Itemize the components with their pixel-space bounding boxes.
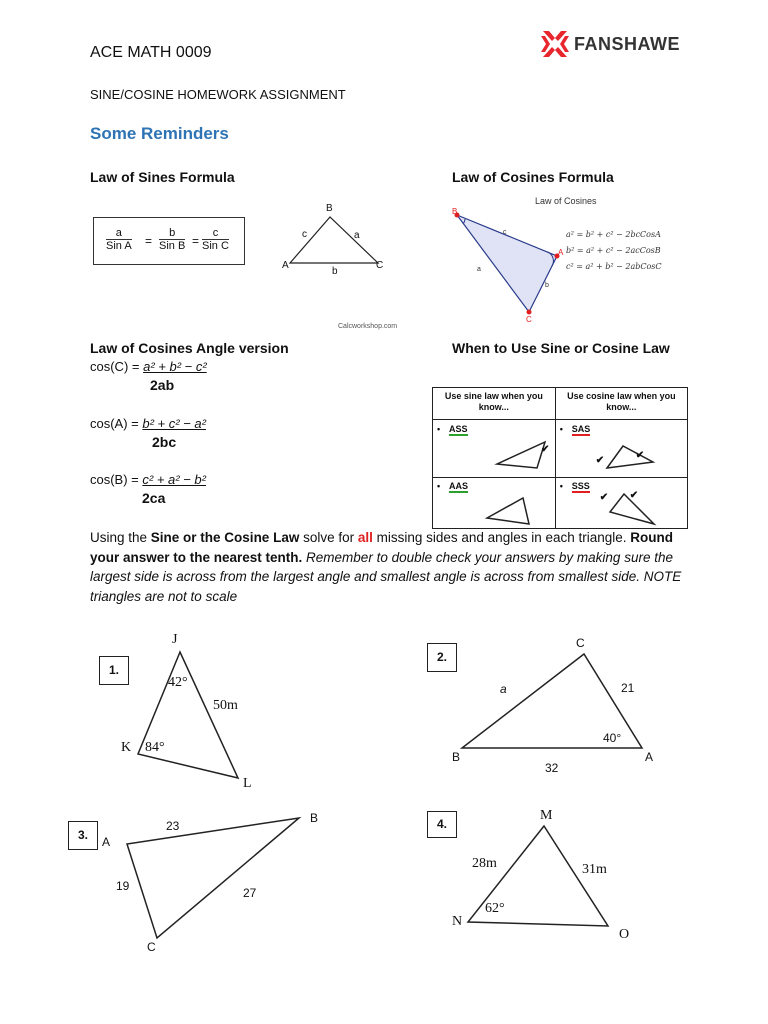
cos-a-denominator: 2bc bbox=[152, 434, 177, 450]
aas-triangle-diagram bbox=[485, 494, 545, 528]
p4-vertex-m: M bbox=[540, 808, 553, 823]
p1-vertex-j: J bbox=[172, 632, 178, 647]
problem-2-number: 2. bbox=[427, 643, 457, 672]
problem-1-number: 1. bbox=[99, 656, 129, 685]
cos-c-numerator: a² + b² − c² bbox=[143, 359, 207, 374]
cell-sss bbox=[555, 478, 687, 529]
cos-a-numerator: b² + c² − a² bbox=[142, 416, 206, 431]
problem-2-triangle bbox=[455, 648, 655, 753]
cos-c-denominator: 2ab bbox=[150, 377, 175, 393]
cosine-law-column-header: Use cosine law when you know... bbox=[555, 388, 687, 420]
check-icon: ✔ bbox=[599, 492, 609, 503]
p3-side-bc: 27 bbox=[243, 886, 257, 900]
sas-triangle-diagram bbox=[601, 440, 661, 474]
p2-side-a: a bbox=[500, 682, 507, 696]
sine-law-column-header: Use sine law when you know... bbox=[433, 388, 556, 420]
instructions-text: Using the bbox=[90, 530, 151, 545]
cos-vertex-c: C bbox=[526, 315, 532, 324]
p4-vertex-n: N bbox=[452, 914, 463, 929]
p4-vertex-o: O bbox=[619, 927, 630, 942]
fraction-den: Sin A bbox=[106, 240, 132, 252]
cosine-formula-b: b² = a² + c² − 2acCosB bbox=[566, 246, 661, 255]
vertex-c-label: C bbox=[376, 260, 384, 271]
logo-text: FANSHAWE bbox=[574, 33, 681, 54]
image-credit: Calcworkshop.com bbox=[338, 323, 398, 330]
p3-vertex-c: C bbox=[147, 940, 156, 954]
case-sss-label: SSS bbox=[571, 481, 590, 491]
p1-angle-j: 42° bbox=[168, 675, 188, 690]
check-icon: ✔ bbox=[629, 490, 639, 501]
p1-vertex-k: K bbox=[121, 740, 132, 755]
case-aas-label: AAS bbox=[449, 481, 469, 491]
vertex-b-label: B bbox=[326, 203, 333, 214]
cosine-formula-a: a² = b² + c² − 2bcCosA bbox=[566, 230, 661, 239]
cosine-formula-c: c² = a² + b² − 2abCosC bbox=[566, 262, 662, 271]
cos-side-b: b bbox=[545, 282, 549, 289]
p3-side-ab: 23 bbox=[166, 819, 180, 833]
cosines-caption: Law of Cosines bbox=[535, 196, 597, 206]
cell-ass bbox=[433, 420, 556, 478]
check-icon: ✔ bbox=[595, 455, 605, 466]
case-sas-label: SAS bbox=[571, 424, 591, 434]
cos-b-denominator: 2ca bbox=[142, 490, 166, 506]
cos-vertex-a: A bbox=[558, 248, 564, 257]
reminders-title: Some Reminders bbox=[90, 124, 229, 143]
bullet: • bbox=[559, 424, 563, 434]
cell-aas bbox=[433, 478, 556, 529]
instructions-rounding: Round your answer to the nearest tenth. bbox=[90, 530, 674, 565]
p3-vertex-a: A bbox=[102, 835, 111, 849]
cos-b-prefix: cos(B) = bbox=[90, 472, 143, 487]
instructions-all-emphasis: all bbox=[357, 530, 373, 545]
fraction-c bbox=[202, 227, 229, 252]
side-a-label: a bbox=[354, 230, 360, 241]
p3-vertex-b: B bbox=[310, 811, 319, 825]
case-ass-label: ASS bbox=[449, 424, 468, 434]
law-of-sines-formula bbox=[93, 217, 245, 265]
fraction-a bbox=[106, 227, 132, 252]
p2-side-ca: 21 bbox=[621, 681, 635, 695]
p2-vertex-a: A bbox=[645, 750, 654, 764]
cos-c-prefix: cos(C) = bbox=[90, 359, 144, 374]
check-icon: ✔ bbox=[635, 450, 645, 461]
p1-vertex-l: L bbox=[243, 776, 252, 791]
cell-sas bbox=[555, 420, 687, 478]
p4-side-mo: 31m bbox=[582, 862, 607, 877]
cos-a-formula bbox=[90, 416, 206, 431]
fanshawe-logo-icon bbox=[540, 28, 570, 60]
bullet: • bbox=[559, 481, 563, 491]
p4-angle-n: 62° bbox=[485, 901, 505, 916]
side-b-label: b bbox=[332, 266, 338, 277]
fraction-num: a bbox=[106, 227, 132, 240]
equals-sign: = bbox=[145, 234, 153, 248]
fraction-num: c bbox=[202, 227, 229, 240]
p4-side-mn: 28m bbox=[472, 856, 497, 871]
cosine-angle-heading: Law of Cosines Angle version bbox=[90, 340, 289, 356]
problem-1-triangle bbox=[130, 640, 260, 790]
cos-b-numerator: c² + a² − b² bbox=[142, 472, 206, 487]
p1-angle-k: 84° bbox=[145, 740, 165, 755]
when-to-use-heading: When to Use Sine or Cosine Law bbox=[452, 340, 670, 356]
instructions-text: missing sides and angles in each triangle. bbox=[372, 530, 631, 545]
cos-b-formula bbox=[90, 472, 206, 487]
law-of-cosines-heading: Law of Cosines Formula bbox=[452, 169, 614, 185]
cos-side-a: a bbox=[477, 266, 481, 273]
equals-sign: = bbox=[192, 234, 200, 248]
problem-3-triangle bbox=[115, 810, 310, 945]
instructions-law-name: Sine or the Cosine Law bbox=[150, 530, 300, 545]
instructions-note: Remember to double check your answers by making sure the largest side is across from the largest angle and smallest angle is across from smallest side. NOTE triangles are not to scale bbox=[90, 549, 682, 604]
when-to-use-table bbox=[432, 387, 688, 529]
p2-angle-a: 40° bbox=[603, 731, 622, 745]
check-icon: ✔ bbox=[541, 444, 550, 455]
p2-vertex-c: C bbox=[576, 636, 585, 650]
course-title: ACE MATH 0009 bbox=[90, 44, 212, 61]
problem-4-number: 4. bbox=[427, 811, 457, 838]
fraction-den: Sin C bbox=[202, 240, 229, 252]
cos-c-formula bbox=[90, 359, 207, 374]
fanshawe-logo bbox=[540, 28, 680, 60]
fraction-num: b bbox=[159, 227, 185, 240]
vertex-a-label: A bbox=[282, 260, 289, 271]
cosines-reference-triangle bbox=[445, 205, 565, 325]
problem-3-number: 3. bbox=[68, 821, 98, 850]
fraction-den: Sin B bbox=[159, 240, 186, 252]
bullet: • bbox=[437, 424, 441, 434]
instructions-text: solve for bbox=[299, 530, 358, 545]
p2-vertex-b: B bbox=[452, 750, 461, 764]
cos-side-c: c bbox=[503, 229, 507, 236]
p2-side-ba: 32 bbox=[545, 761, 559, 775]
fraction-b bbox=[159, 227, 185, 252]
p1-side-jl: 50m bbox=[213, 698, 238, 713]
assignment-title: SINE/COSINE HOMEWORK ASSIGNMENT bbox=[90, 87, 346, 102]
cos-vertex-b: B bbox=[452, 207, 458, 216]
bullet: • bbox=[437, 481, 441, 491]
side-c-label: c bbox=[302, 229, 307, 240]
p3-side-ac: 19 bbox=[116, 879, 130, 893]
instructions-paragraph bbox=[90, 528, 690, 606]
cos-a-prefix: cos(A) = bbox=[90, 416, 143, 431]
law-of-sines-heading: Law of Sines Formula bbox=[90, 169, 235, 185]
